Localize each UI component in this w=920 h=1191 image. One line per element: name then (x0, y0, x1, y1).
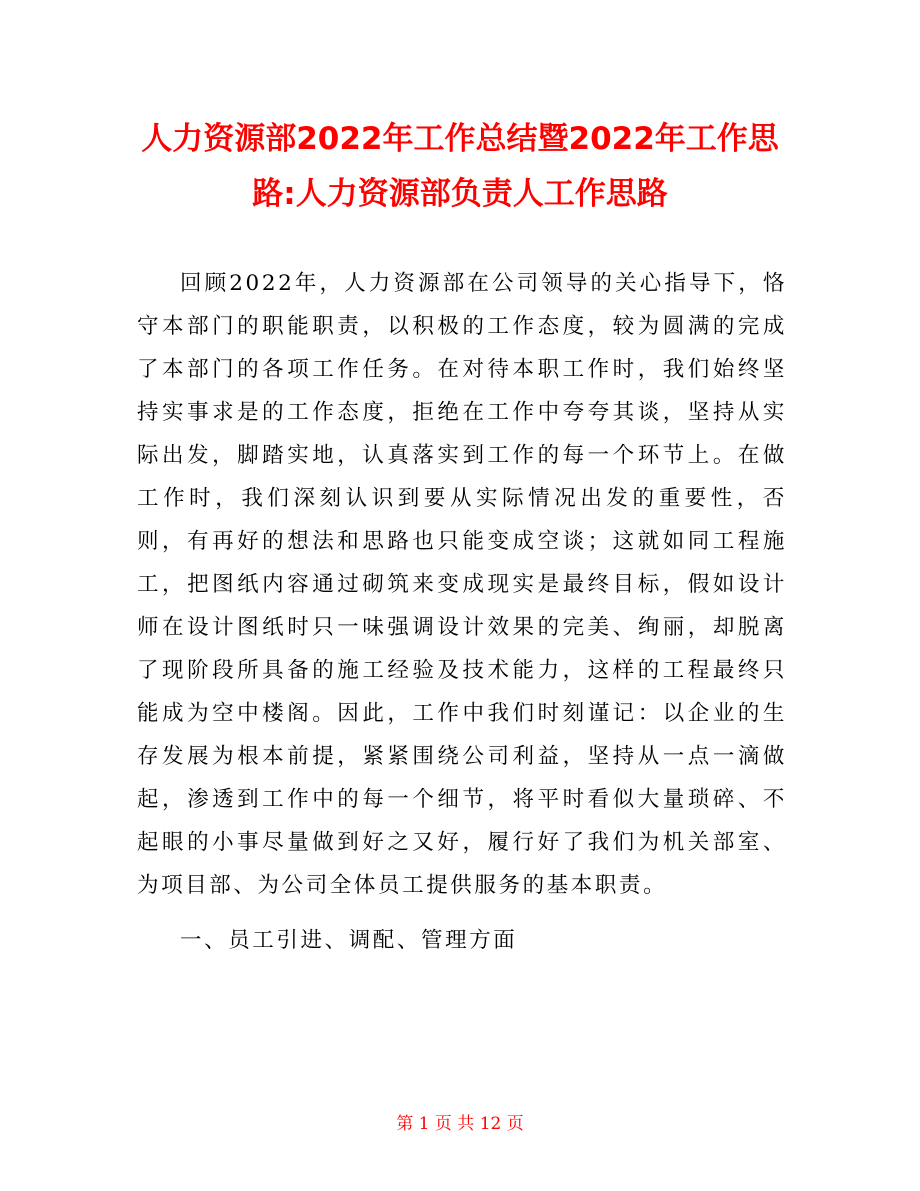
document-body (137, 262, 787, 962)
body-paragraph: 回顾2022年，人力资源部在公司领导的关心指导下，恪守本部门的职能职责，以积极的工作态度，较为圆满的完成了本部门的各项工作任务。在对待本职工作时，我们始终坚持实事求是的工作态度，拒绝在工作中夸夸其谈，坚持从实际出发，脚踏实地，认真落实到工作的每一个环节上。在做工作时，我们深刻认识到要从实际情况出发的重要性，否则，有再好的想法和思路也只能变成空谈；这就如同工程施工，把图纸内容通过砌筑来变成现实是最终目标，假如设计师在设计图纸时只一味强调设计效果的完美、绚丽，却脱离了现阶段所具备的施工经验及技术能力，这样的工程最终只能成为空中楼阁。因此，工作中我们时刻谨记：以企业的生存发展为根本前提，紧紧围绕公司利益，坚持从一点一滴做起，渗透到工作中的每一个细节，将平时看似大量琐碎、不起眼的小事尽量做到好之又好，履行好了我们为机关部室、为项目部、为公司全体员工提供服务的基本职责。 (137, 271, 787, 898)
document-title (130, 112, 790, 222)
title-line-2: 路:人力资源部负责人工作思路 (252, 176, 668, 212)
title-line-1: 人力资源部2022年工作总结暨2022年工作思 (141, 121, 779, 157)
page-number-footer: 第 1 页 共 12 页 (396, 1114, 524, 1134)
section-heading: 一、员工引进、调配、管理方面 (180, 928, 518, 953)
